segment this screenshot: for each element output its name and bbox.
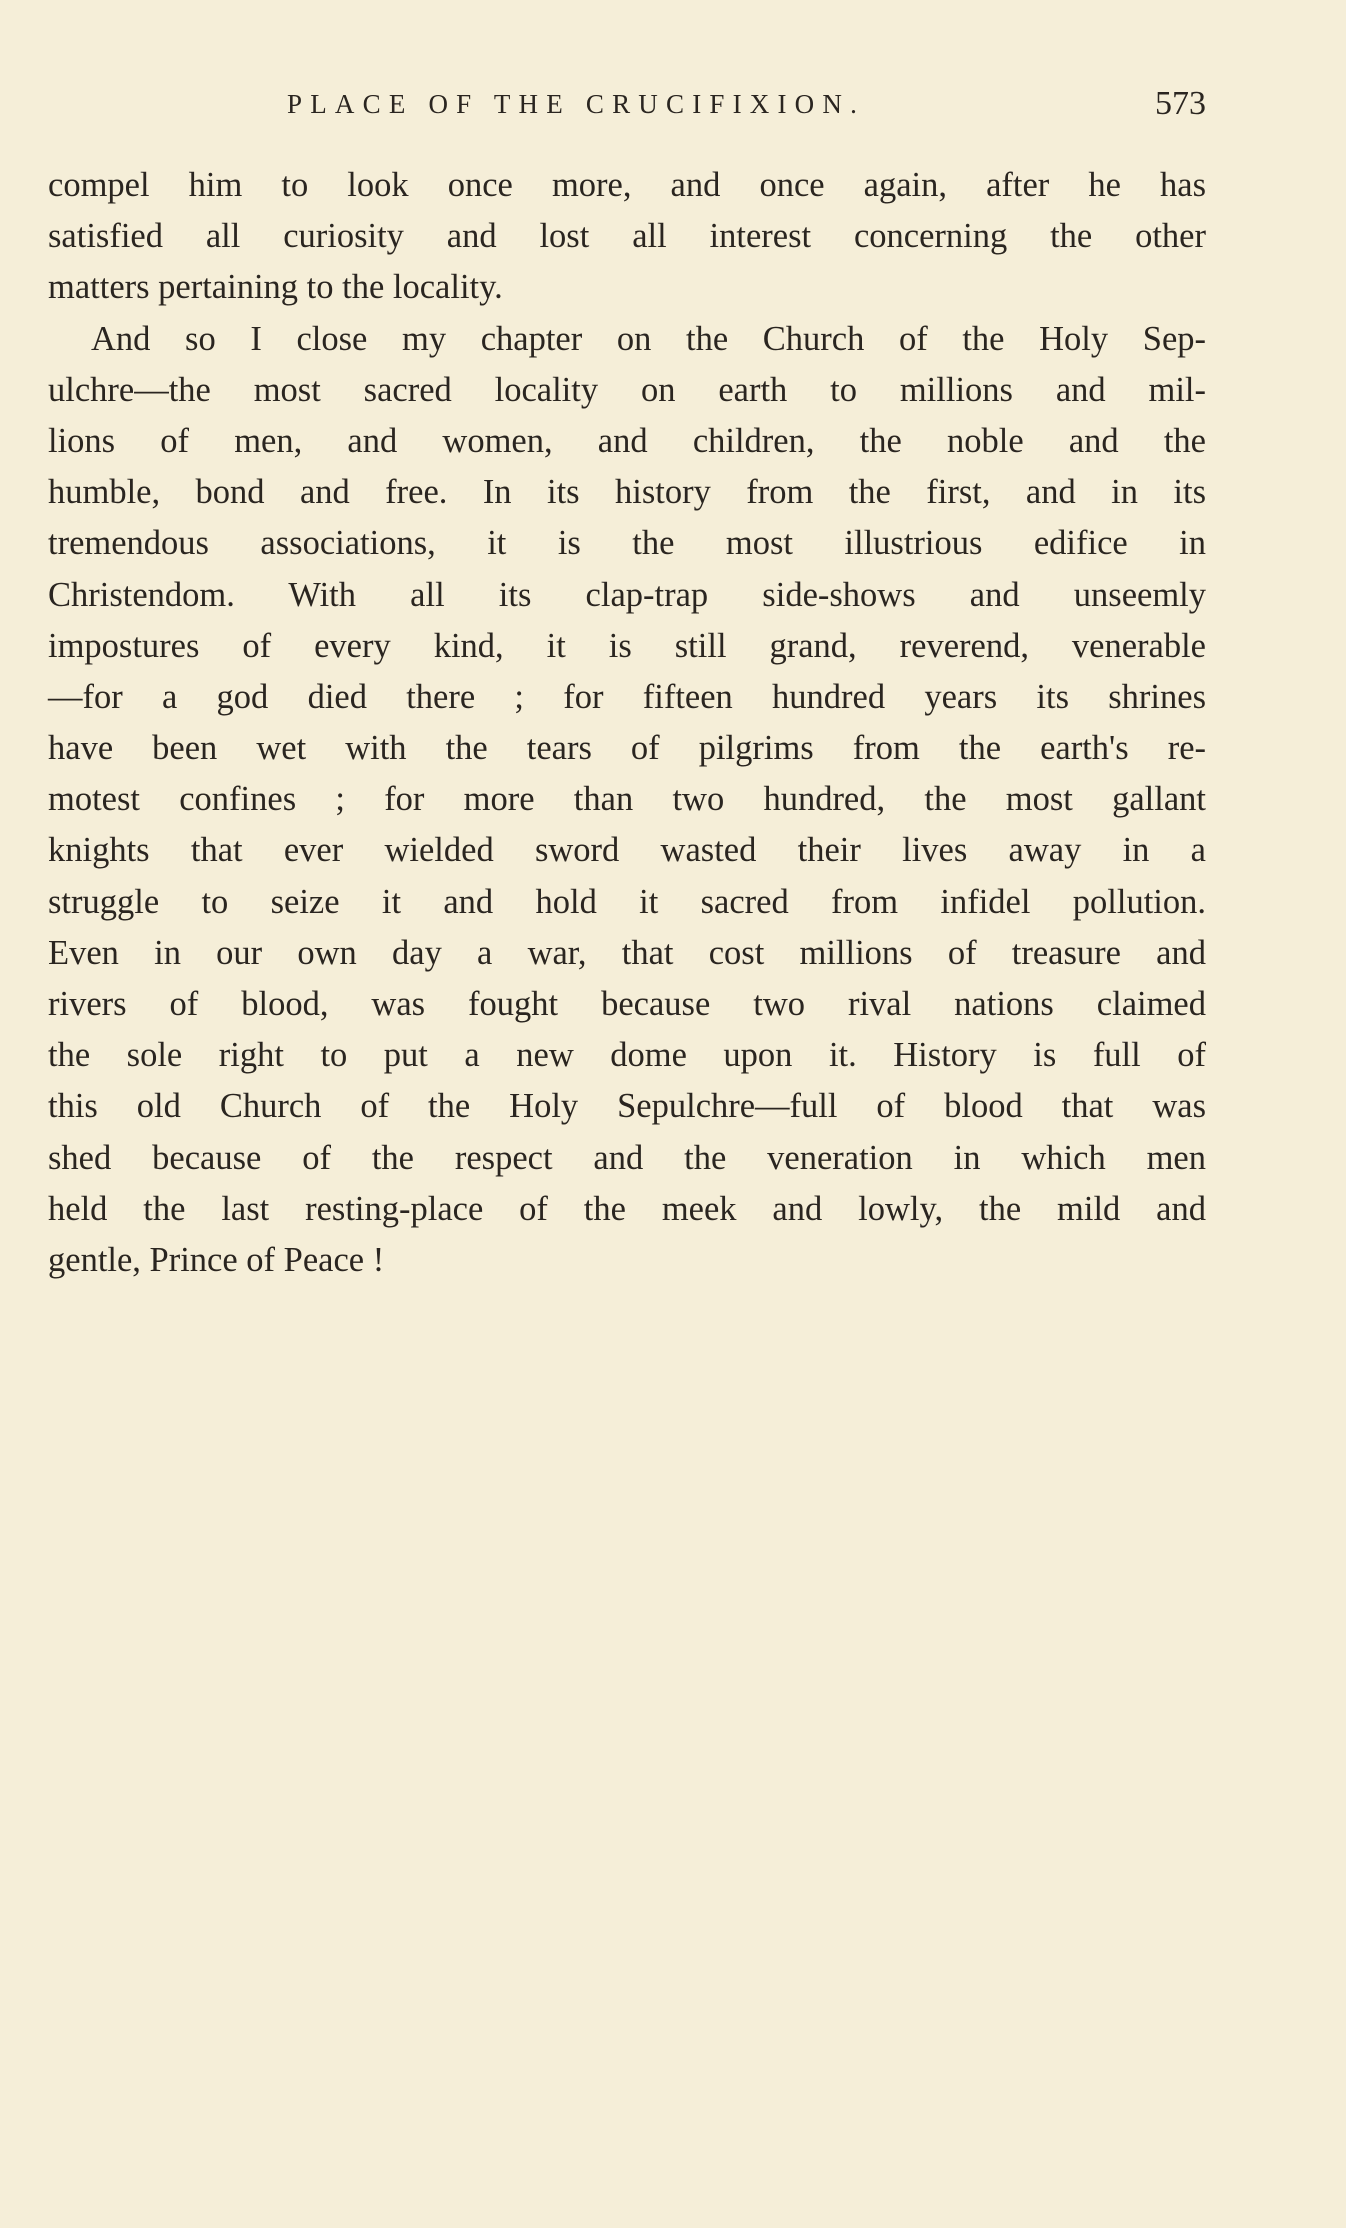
text-line: compel him to look once more, and once again, after he has [48,166,1206,204]
text-line: humble, bond and free. In its history from the first, and in its [48,473,1206,512]
text-line: satisfied all curiosity and lost all interest concerning the other [48,217,1206,256]
text-line: ulchre—the most sacred locality on earth to millions and mil- [48,370,1206,409]
text-line: shed because of the respect and the veneration in which men [48,1138,1206,1177]
text-line: matters pertaining to the locality. [48,268,503,307]
text-line: Even in our own day a war, that cost millions of treasure and [48,933,1206,972]
text-line: this old Church of the Holy Sepulchre—full of blood that was [48,1087,1206,1126]
text-line: rivers of blood, was fought because two rival nations claimed [48,985,1206,1023]
text-line: Christendom. With all its clap-trap side-shows and unseemly [48,575,1206,614]
text-line: impostures of every kind, it is still grand, reverend, venerable [48,626,1206,665]
text-line: the sole right to put a new dome upon it. History is full of [48,1036,1206,1075]
text-line: lions of men, and women, and children, the noble and the [48,421,1206,460]
text-line: motest confines ; for more than two hundred, the most gallant [48,780,1206,819]
page-number: 573 [1155,85,1206,122]
text-line: And so I close my chapter on the Church of the Holy Sep- [91,319,1206,358]
text-line: have been wet with the tears of pilgrims from the earth's re- [48,729,1206,768]
text-line: struggle to seize it and hold it sacred from infidel pollution. [48,882,1206,921]
text-line: tremendous associations, it is the most illustrious edifice in [48,524,1206,563]
body-text [48,160,1206,1286]
running-title: PLACE OF THE CRUCIFIXION. [287,89,866,119]
text-line: knights that ever wielded sword wasted their lives away in a [48,831,1206,870]
text-line: —for a god died there ; for fifteen hundred years its shrines [48,677,1206,716]
text-line: held the last resting-place of the meek and lowly, the mild and [48,1189,1206,1228]
text-line: gentle, Prince of Peace ! [48,1240,385,1279]
running-head [48,82,1206,126]
